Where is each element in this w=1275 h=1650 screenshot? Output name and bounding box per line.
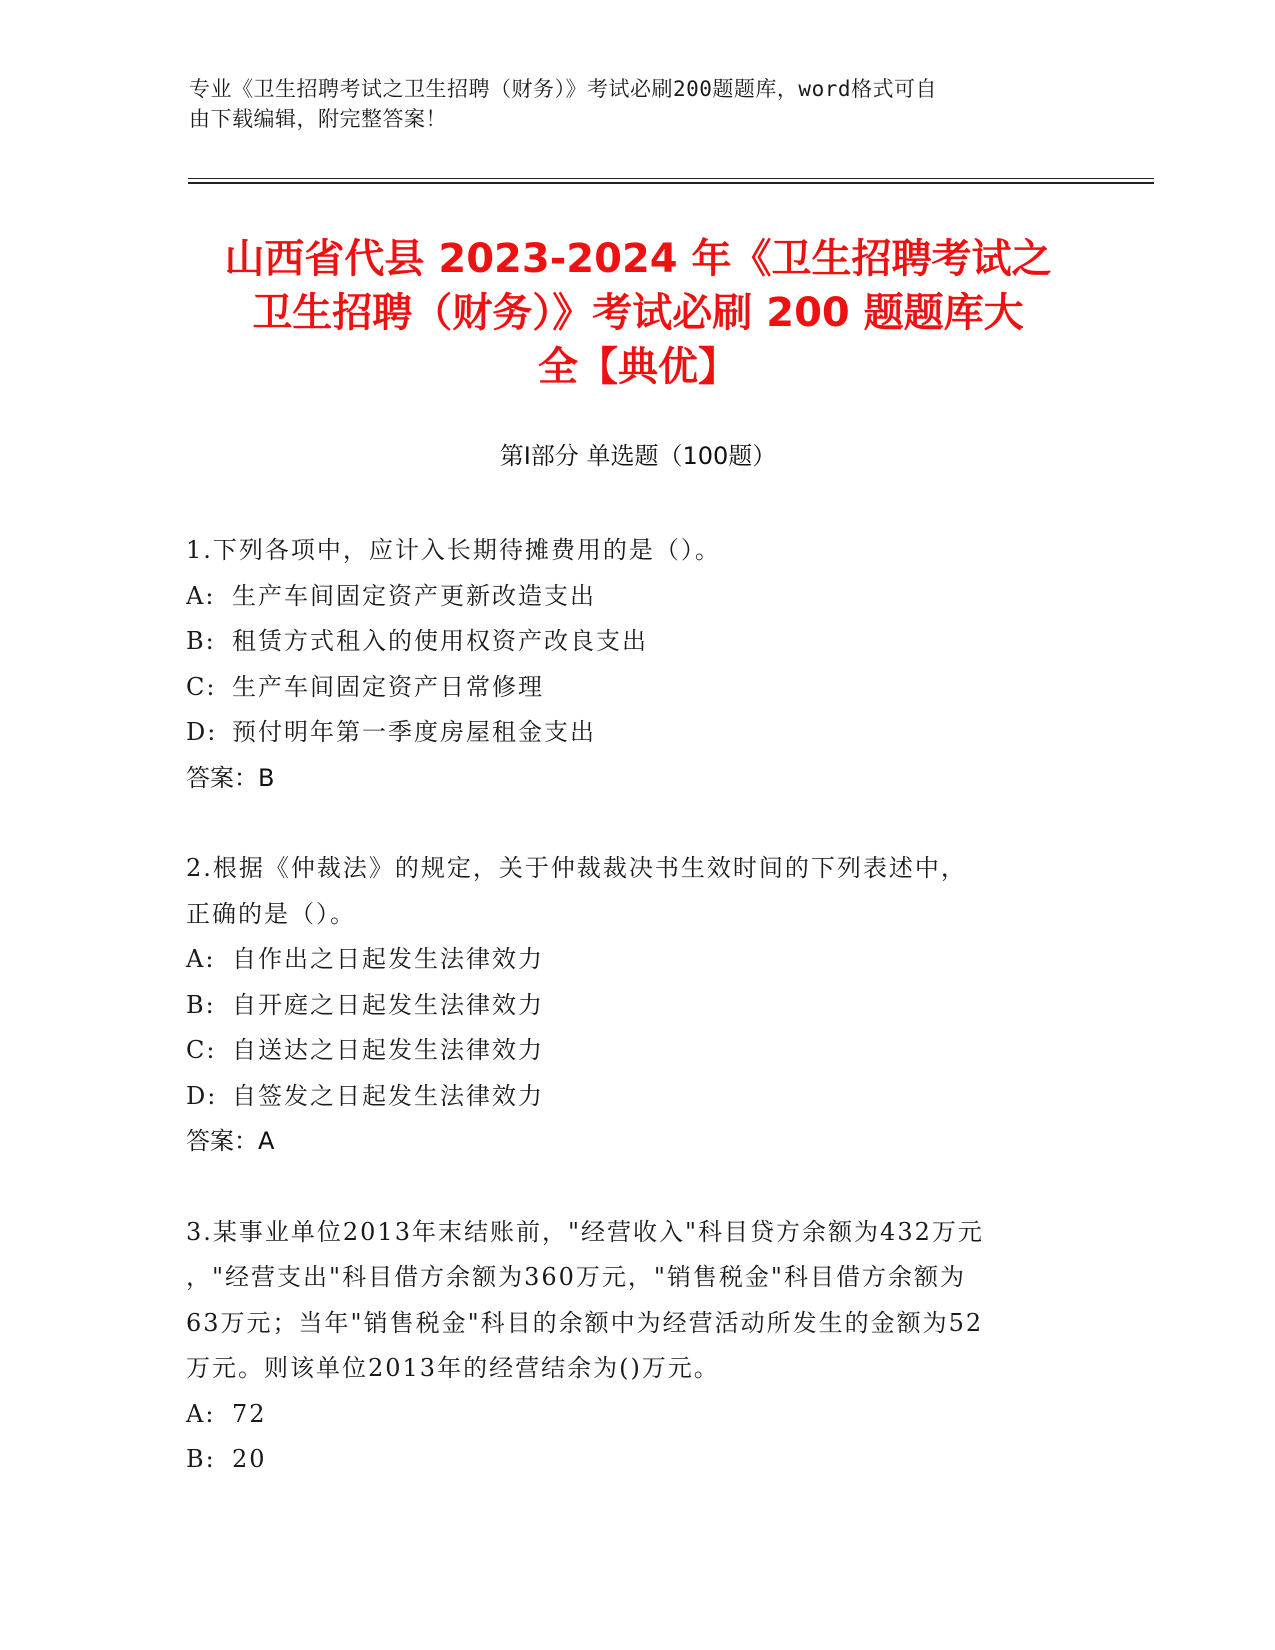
question-1: [186, 528, 1086, 801]
option-text: 租赁方式租入的使用权资产改良支出: [232, 627, 648, 655]
option-label: A:: [186, 581, 216, 610]
option-label: B:: [186, 1445, 216, 1473]
question-stem: 万元。则该单位2013年的经营结余为()万元。: [186, 1354, 720, 1382]
intro-line: 专业《卫生招聘考试之卫生招聘（财务）》考试必刷200题题库，word格式可自: [189, 77, 937, 101]
option-label: C:: [186, 672, 217, 701]
option-c: [186, 1028, 1086, 1074]
option-b: [186, 983, 1086, 1029]
option-b: [186, 1437, 1086, 1483]
question-stem: 正确的是（）。: [186, 899, 356, 928]
option-text: 预付明年第一季度房屋租金支出: [232, 718, 596, 746]
question-list: [186, 528, 1086, 1528]
option-label: B:: [186, 990, 216, 1019]
option-label: D:: [186, 718, 218, 746]
title-line: 山西省代县 2023-2024 年《卫生招聘考试之: [224, 236, 1052, 282]
option-text: 自开庭之日起发生法律效力: [232, 990, 544, 1019]
option-label: C:: [186, 1036, 217, 1064]
option-text: 自送达之日起发生法律效力: [232, 1036, 544, 1064]
option-text: 72: [232, 1399, 267, 1428]
option-label: B:: [186, 627, 216, 655]
option-label: D:: [186, 1081, 218, 1110]
option-c: [186, 665, 1086, 711]
option-a: [186, 1392, 1086, 1438]
option-a: [186, 937, 1086, 983]
intro-text: [189, 74, 1069, 134]
question-stem: 2.根据《仲裁法》的规定，关于仲裁裁决书生效时间的下列表述中，: [186, 854, 967, 882]
answer: 答案：B: [186, 763, 275, 792]
intro-line: 由下载编辑，附完整答案！: [189, 107, 447, 131]
option-text: 生产车间固定资产更新改造支出: [232, 581, 596, 610]
question-stem: 1.下列各项中，应计入长期待摊费用的是（）。: [186, 536, 721, 564]
option-text: 自作出之日起发生法律效力: [232, 945, 544, 973]
question-2: [186, 846, 1086, 1165]
section-heading: 第Ⅰ部分 单选题（100题）: [499, 442, 777, 470]
title-line: 卫生招聘（财务）》考试必刷 200 题题库大: [252, 290, 1024, 336]
option-label: A:: [186, 1399, 216, 1428]
option-b: [186, 619, 1086, 665]
header-divider-thick: [188, 182, 1154, 184]
question-stem: 3.某事业单位2013年末结账前，"经营收入"科目贷方余额为432万元: [186, 1217, 984, 1246]
option-text: 20: [232, 1445, 267, 1473]
option-text: 自签发之日起发生法律效力: [232, 1081, 544, 1110]
option-text: 生产车间固定资产日常修理: [232, 672, 544, 701]
title-line: 全【典优】: [538, 344, 738, 390]
option-d: [186, 1074, 1086, 1120]
option-a: [186, 574, 1086, 620]
question-stem: ，"经营支出"科目借方余额为360万元，"销售税金"科目借方余额为: [186, 1263, 966, 1291]
option-d: [186, 710, 1086, 756]
question-3: [186, 1210, 1086, 1483]
question-stem: 63万元；当年"销售税金"科目的余额中为经营活动所发生的金额为52: [186, 1308, 984, 1337]
document-title: [180, 232, 1096, 394]
option-label: A:: [186, 945, 216, 973]
answer: 答案：A: [186, 1127, 275, 1155]
header-divider-thin: [188, 178, 1154, 179]
